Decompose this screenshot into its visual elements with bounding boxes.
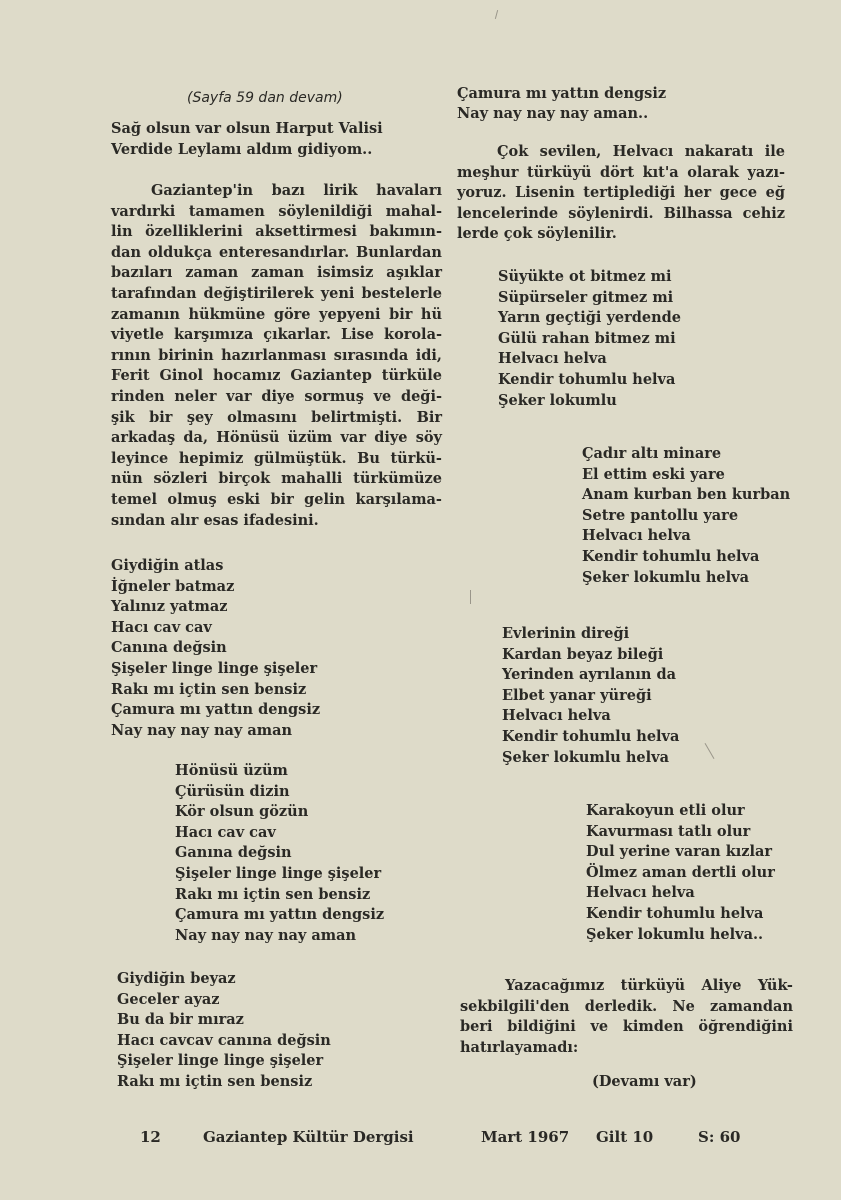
verse-line: Şeker lokumlu helva [582,568,749,586]
issue-date: Mart 1967 [481,1128,570,1146]
paragraph-line: leyince hepimiz gülmüştük. Bu türkü- [111,449,442,467]
verse-line: Şeker lokumlu helva [502,748,669,766]
verse-line: Şişeler linge linge şişeler [111,660,318,677]
verse-line: Geceler ayaz [117,990,220,1008]
verse-line: Setre pantollu yare [582,506,739,524]
paragraph-line: sekbilgili'den derledik. Ne zamandan [460,997,793,1015]
issue-number: S: 60 [698,1128,741,1146]
verse-line: Rakı mı içtin sen bensiz [117,1073,313,1090]
paragraph-line: beri bildiğini ve kimden öğrendiğini [460,1018,793,1036]
paragraph-line: lerde çok söylenilir. [457,225,617,243]
paragraph-line: nün sözleri birçok mahalli türkümüze [111,470,442,488]
verse-line: Süyükte ot bitmez mi [498,268,672,285]
paragraph-line: Gaziantep'in bazı lirik havaları [151,182,442,199]
verse-line: Yerinden ayrılanın da [502,666,677,684]
verse-line: Dul yerine varan kızlar [586,843,773,861]
paragraph-line: tarafından değiştirilerek yeni bestelerle [111,285,442,302]
verse-line: Anam kurban ben kurban [582,486,791,504]
paragraph-line: arkadaş da, Hönüsü üzüm var diye söy [111,429,442,447]
verse-line: Giydiğin beyaz [117,970,236,987]
paragraph-line: hatırlayamadı: [460,1038,579,1056]
verse-line: Nay nay nay nay aman [175,926,357,944]
paragraph-line: lencelerinde söylenirdi. Bilhassa cehiz [457,204,785,222]
verse-line: Helvacı helva [586,884,695,902]
verse-line: Çadır altı minare [582,445,722,462]
verse-line: Çamura mı yattın dengsiz [111,701,321,719]
verse-line: El ettim eski yare [582,465,725,483]
paragraph-line: meşhur türküyü dört kıt'a olarak yazı- [457,163,785,181]
paragraph-line: Çok sevilen, Helvacı nakaratı ile [497,143,785,160]
verse-line: Şişeler linge linge şişeler [117,1052,324,1070]
verse-line: Helvacı helva [502,707,611,725]
verse-line: Kendir tohumlu helva [586,905,764,922]
paragraph-line: Yazacağımız türküyü Aliye Yük- [505,977,793,994]
paragraph-line: dan oldukça enteresandırlar. Bunlardan [111,243,442,261]
paragraph-line: bazıları zaman zaman isimsiz aşıklar [111,264,442,282]
verse-line: Çamura mı yattın dengsiz [457,85,667,102]
scan-mark [705,743,715,759]
verse-line: Kavurması tatlı olur [586,822,751,840]
verse-line: Karakoyun etli olur [586,802,745,819]
verse-line: Evlerinin direği [502,625,630,642]
verse-line: Süpürseler gitmez mi [498,288,674,306]
verse-line: Helvacı helva [582,527,691,545]
verse-line: Kör olsun gözün [175,803,309,821]
verse-line: Ganına değsin [175,844,292,862]
paragraph-line: lin özelliklerini aksettirmesi bakımın- [111,223,442,241]
paragraph-line: rinden neler var diye sormuş ve deği- [111,388,442,405]
verse-line: Şeker lokumlu [498,391,617,409]
verse-line: Hacı cav cav [111,618,212,636]
verse-line: Hönüsü üzüm [175,762,288,779]
verse-line: Kendir tohumlu helva [502,728,680,745]
paragraph-line: yoruz. Lisenin tertiplediği her gece eğ [457,184,785,202]
continuation-note: (Sayfa 59 dan devam) [187,90,343,106]
verse-line: Çamura mı yattın dengsiz [175,906,385,924]
verse-line: Kardan beyaz bileği [502,645,664,663]
paragraph-line: şik bir şey olmasını belirtmişti. Bir [111,408,442,426]
verse-line: Rakı mı içtin sen bensiz [111,680,307,698]
page-number: 12 [140,1128,161,1146]
intro-line: Sağ olsun var olsun Harput Valisi [111,120,383,137]
verse-line: İğneler batmaz [111,577,235,595]
verse-line: Şişeler linge linge şişeler [175,865,382,882]
verse-line: Bu da bir mıraz [117,1011,244,1029]
verse-line: Nay nay nay nay aman.. [457,105,649,122]
continued-note: (Devamı var) [592,1073,697,1090]
verse-line: Hacı cavcav canına değsin [117,1031,331,1049]
verse-line: Rakı mı içtin sen bensiz [175,885,371,903]
verse-line: Nay nay nay nay aman [111,721,293,739]
paragraph-line: rının birinin hazırlanması sırasında idi, [111,346,442,364]
journal-name: Gaziantep Kültür Dergisi [203,1128,414,1146]
verse-line: Hacı cav cav [175,823,276,841]
verse-line: Çürüsün dizin [175,782,290,800]
paragraph-line: Ferit Ginol hocamız Gaziantep türküle [111,367,442,385]
volume-number: Gilt 10 [596,1128,654,1146]
scan-mark [470,590,471,604]
paragraph-line: sından alır esas ifadesini. [111,511,319,529]
paragraph-line: viyetle karşımıza çıkarlar. Lise korola- [111,326,442,344]
scan-mark [495,10,498,19]
verse-line: Giydiğin atlas [111,557,224,574]
verse-line: Elbet yanar yüreği [502,686,652,704]
verse-line: Şeker lokumlu helva.. [586,925,764,943]
verse-line: Canına değsin [111,639,227,657]
verse-line: Gülü rahan bitmez mi [498,329,676,347]
verse-line: Ölmez aman dertli olur [586,863,775,881]
verse-line: Kendir tohumlu helva [498,371,676,388]
verse-line: Yalınız yatmaz [111,598,228,616]
intro-line: Verdide Leylamı aldım gidiyom.. [111,141,373,158]
verse-line: Kendir tohumlu helva [582,548,760,565]
paragraph-line: zamanın hükmüne göre yepyeni bir hü [111,305,442,323]
paragraph-line: temel olmuş eski bir gelin karşılama- [111,491,442,508]
verse-line: Yarın geçtiği yerdende [498,309,682,327]
paragraph-line: vardırki tamamen söylenildiği mahal- [111,202,442,220]
verse-line: Helvacı helva [498,350,607,368]
